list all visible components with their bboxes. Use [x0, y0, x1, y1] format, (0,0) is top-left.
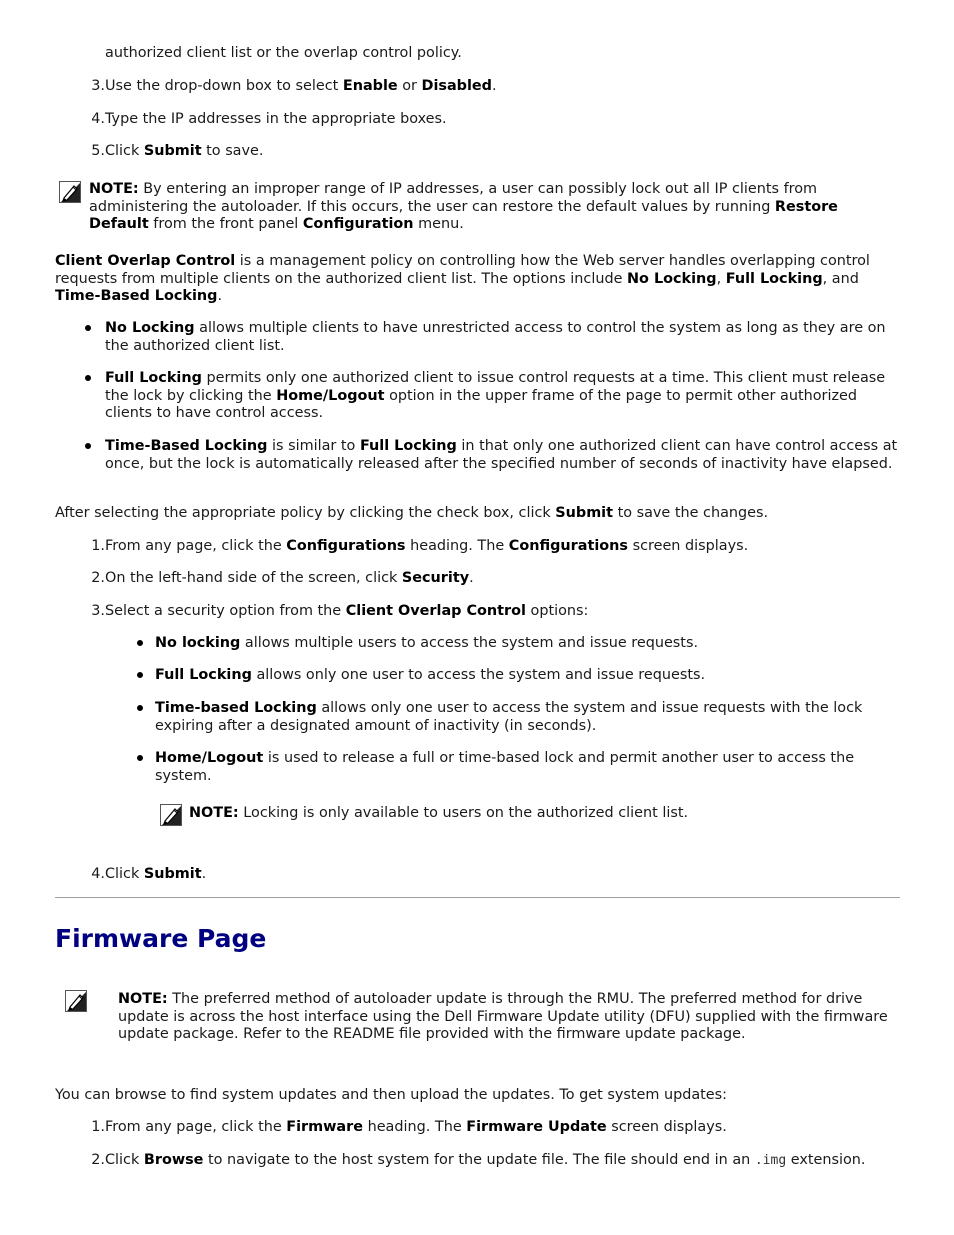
bullet-icon: [85, 370, 93, 378]
ip-steps-list: 3. Use the drop-down box to select Enable or Disabled. 4. Type the IP addresses in the appropriate boxes. 5. Click Submit to save.: [91, 78, 497, 159]
bullet-icon: [85, 320, 93, 328]
section-heading-firmware: Firmware Page: [55, 924, 267, 953]
section-divider: [55, 897, 900, 898]
submit-step: 4. Click Submit.: [91, 866, 207, 882]
hollow-bullet-icon: [137, 635, 145, 643]
hollow-bullet-icon: [137, 700, 145, 708]
locking-bullets: No Locking allows multiple clients to have unrestricted access to control the system as long as they are on the authorized client list. Full Locking permits only one authorized client to issue control requests at a time. This client must release the lock by clicking the Home/Logout option in the upper frame of the page to permit other authorized clients to have control access. Time-Based Locking is similar to Full Locking in that only one authorized client can have control access at once, but the lock is automatically released after the specified number of seconds of inactivity have elapsed.: [55, 320, 900, 495]
after-select-paragraph: After selecting the appropriate policy by clicking the check box, click Submit to save the changes.: [55, 505, 769, 521]
overlap-control-paragraph: Client Overlap Control is a management policy on controlling how the Web server handles overlapping control requests from multiple clients on the authorized client list. The options include No Locking, Full Locking, and Time-Based Locking.: [55, 253, 870, 304]
security-option-bullets: No locking allows multiple users to access the system and issue requests. Full Locking allows only one user to access the system and issue requests. Time-based Locking allows only one user to access the system and issue requests with the lock expiring after a designated amount of inactivity (in seconds). Home/Logout is used to release a full or time-based lock and permit another user to access the system.: [55, 635, 900, 835]
note-pencil-icon: [59, 181, 81, 203]
intro-tail: authorized client list or the overlap control policy.: [105, 45, 462, 61]
hollow-bullet-icon: [137, 750, 145, 758]
hollow-bullet-icon: [137, 667, 145, 675]
firmware-steps-list: 1. From any page, click the Firmware heading. The Firmware Update screen displays. 2. Click Browse to navigate to the host system for the update file. The file should end in an .img extension.: [91, 1119, 866, 1168]
note-ip-range: NOTE: By entering an improper range of IP addresses, a user can possibly lock out all IP clients from administering the autoloader. If this occurs, the user can restore the default values by running Restore Default from the front panel Configuration menu.: [55, 181, 900, 237]
note-pencil-icon: [65, 990, 87, 1012]
security-steps-list: 1. From any page, click the Configurations heading. The Configurations screen displays. 2. On the left-hand side of the screen, click Security. 3. Select a security option from the Client Overlap Control options:: [91, 538, 749, 619]
note-pencil-icon: [160, 804, 182, 826]
note-firmware-update: NOTE: The preferred method of autoloader update is through the RMU. The preferred method for drive update is across the host interface using the Dell Firmware Update utility (DFU) supplied with the firmware update package. Refer to the README file provided with the firmware update package.: [55, 990, 900, 1062]
browse-paragraph: You can browse to find system updates and then upload the updates. To get system updates:: [55, 1087, 727, 1103]
bullet-icon: [85, 438, 93, 446]
note-locking: NOTE: Locking is only available to users on the authorized client list.: [160, 804, 900, 828]
